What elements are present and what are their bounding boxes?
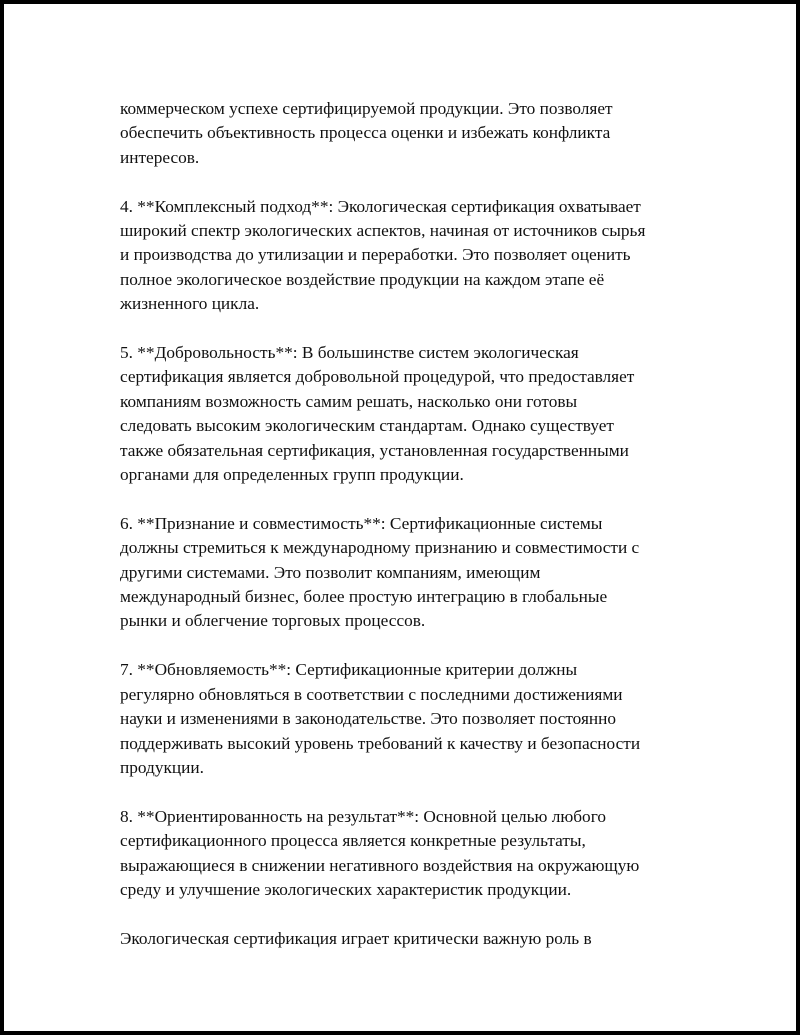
text-line: широкий спектр экологических аспектов, начиная от источников сырья — [120, 221, 646, 241]
text-line: регулярно обновляться в соответствии с последними достижениями — [120, 684, 623, 704]
paragraph-item-5 — [120, 341, 686, 487]
text-line: обеспечить объективность процесса оценки и избежать конфликта — [120, 123, 611, 143]
text-line: рынки и облегчение торговых процессов. — [120, 611, 426, 631]
text-line: поддерживать высокий уровень требований к качеству и безопасности — [120, 733, 641, 753]
text-line: сертификационного процесса является конкретные результаты, — [120, 831, 586, 851]
text-line: 8. **Ориентированность на результат**: Основной целью любого — [120, 806, 606, 826]
text-line: и производства до утилизации и переработки. Это позволяет оценить — [120, 245, 631, 265]
paragraph-item-7 — [120, 658, 686, 780]
text-line: 4. **Комплексный подход**: Экологическая сертификация охватывает — [120, 196, 641, 216]
text-line: следовать высоким экологическим стандартам. Однако существует — [120, 416, 614, 436]
text-line: среду и улучшение экологических характеристик продукции. — [120, 879, 572, 899]
paragraph-conclusion — [120, 927, 686, 951]
text-line: выражающиеся в снижении негативного воздействия на окружающую — [120, 855, 640, 875]
text-line: жизненного цикла. — [120, 294, 260, 314]
text-line: 7. **Обновляемость**: Сертификационные критерии должны — [120, 660, 578, 680]
text-line: коммерческом успехе сертифицируемой продукции. Это позволяет — [120, 99, 613, 118]
text-line: науки и изменениями в законодательстве. Это позволяет постоянно — [120, 709, 617, 729]
text-line: международный бизнес, более простую интеграцию в глобальные — [120, 587, 608, 607]
text-line: сертификация является добровольной процедурой, что предоставляет — [120, 367, 635, 387]
paragraph-item-6 — [120, 512, 686, 634]
text-line: должны стремиться к международному признанию и совместимости с — [120, 538, 640, 558]
text-line: Экологическая сертификация играет критически важную роль в — [120, 928, 592, 948]
text-line: компаниям возможность самим решать, насколько они готовы — [120, 391, 578, 411]
text-line: полное экологическое воздействие продукции на каждом этапе её — [120, 269, 605, 289]
text-line: продукции. — [120, 757, 204, 777]
text-line: 6. **Признание и совместимость**: Сертификационные системы — [120, 513, 603, 533]
paragraph-item-8 — [120, 805, 686, 903]
text-line: органами для определенных групп продукции. — [120, 465, 464, 485]
document-body — [120, 97, 686, 951]
paragraph-continuation — [120, 97, 686, 170]
text-line: 5. **Добровольность**: В большинстве систем экологическая — [120, 343, 579, 363]
paragraph-item-4 — [120, 195, 686, 317]
text-line: также обязательная сертификация, установленная государственными — [120, 440, 629, 460]
text-line: интересов. — [120, 147, 200, 167]
text-line: другими системами. Это позволит компаниям, имеющим — [120, 562, 541, 582]
